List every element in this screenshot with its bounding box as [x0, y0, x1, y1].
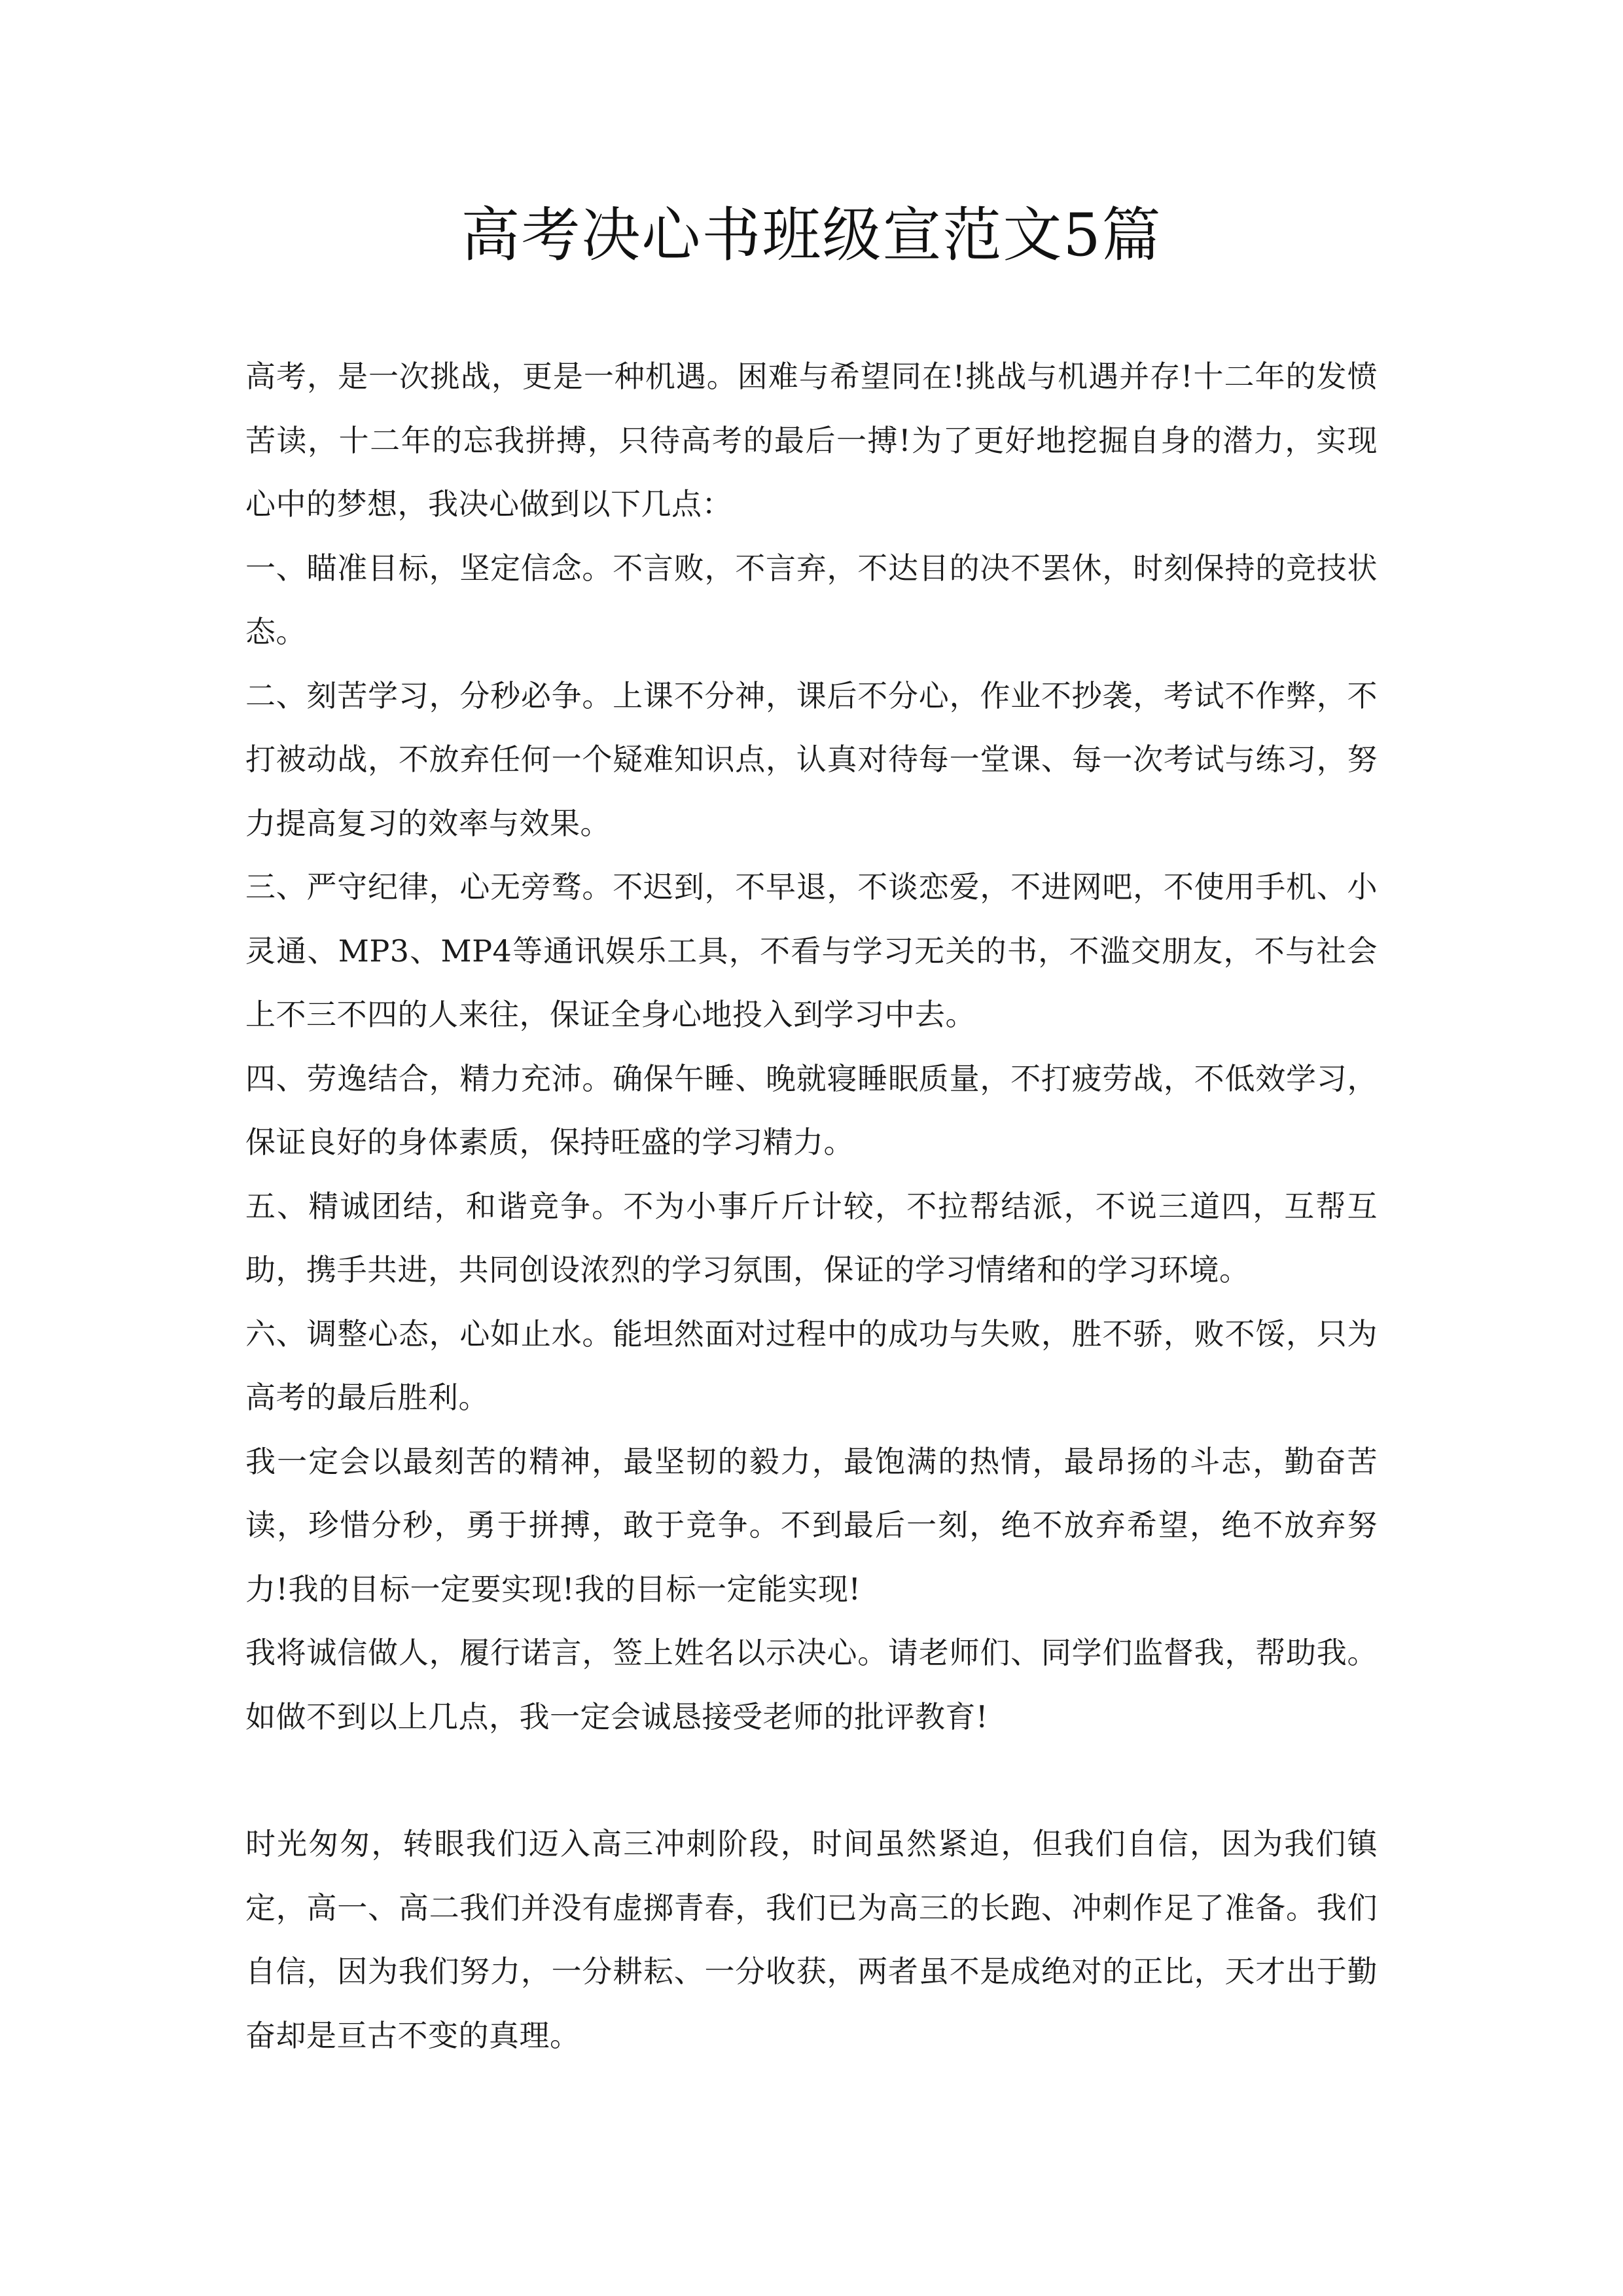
pledge-paragraph: 我将诚信做人，履行诺言，签上姓名以示决心。请老师们、同学们监督我，帮助我。如做不到以上几点，我一定会诚恳接受老师的批评教育! — [245, 1635, 1378, 1734]
point-five-paragraph: 五、精诚团结，和谐竞争。不为小事斤斤计较，不拉帮结派，不说三道四，互帮互助，携手共进，共同创设浓烈的学习氛围，保证的学习情绪和的学习环境。 — [245, 1188, 1378, 1287]
point-one-paragraph: 一、瞄准目标，坚定信念。不言败，不言弃，不达目的决不罢休，时刻保持的竞技状态。 — [245, 550, 1378, 649]
document-body — [245, 345, 1378, 2068]
section-divider-space — [245, 1749, 1378, 1812]
resolve-paragraph: 我一定会以最刻苦的精神，最坚韧的毅力，最饱满的热情，最昂扬的斗志，勤奋苦读，珍惜分秒，勇于拼搏，敢于竞争。不到最后一刻，绝不放弃希望，绝不放弃努力!我的目标一定要实现!我的目标一定能实现! — [245, 1443, 1378, 1607]
second-essay-paragraph: 时光匆匆，转眼我们迈入高三冲刺阶段，时间虽然紧迫，但我们自信，因为我们镇定，高一、高二我们并没有虚掷青春，我们已为高三的长跑、冲刺作足了准备。我们自信，因为我们努力，一分耕耘、一分收获，两者虽不是成绝对的正比，天才出于勤奋却是亘古不变的真理。 — [245, 1826, 1378, 2053]
point-four-paragraph: 四、劳逸结合，精力充沛。确保午睡、晚就寝睡眠质量，不打疲劳战，不低效学习，保证良好的身体素质，保持旺盛的学习精力。 — [245, 1060, 1378, 1160]
point-three-paragraph: 三、严守纪律，心无旁骛。不迟到，不早退，不谈恋爱，不进网吧，不使用手机、小灵通、MP3、MP4等通讯娱乐工具，不看与学习无关的书，不滥交朋友，不与社会上不三不四的人来往，保证全身心地投入到学习中去。 — [245, 869, 1378, 1032]
point-six-paragraph: 六、调整心态，心如止水。能坦然面对过程中的成功与失败，胜不骄，败不馁，只为高考的最后胜利。 — [245, 1316, 1378, 1415]
document-title: 高考决心书班级宣范文5篇 — [461, 201, 1162, 270]
intro-paragraph: 高考，是一次挑战，更是一种机遇。困难与希望同在!挑战与机遇并存!十二年的发愤苦读，十二年的忘我拼搏，只待高考的最后一搏!为了更好地挖掘自身的潜力，实现心中的梦想，我决心做到以下几点： — [245, 359, 1378, 522]
point-two-paragraph: 二、刻苦学习，分秒必争。上课不分神，课后不分心，作业不抄袭，考试不作弊，不打被动战，不放弃任何一个疑难知识点，认真对待每一堂课、每一次考试与练习，努力提高复习的效率与效果。 — [245, 677, 1378, 841]
